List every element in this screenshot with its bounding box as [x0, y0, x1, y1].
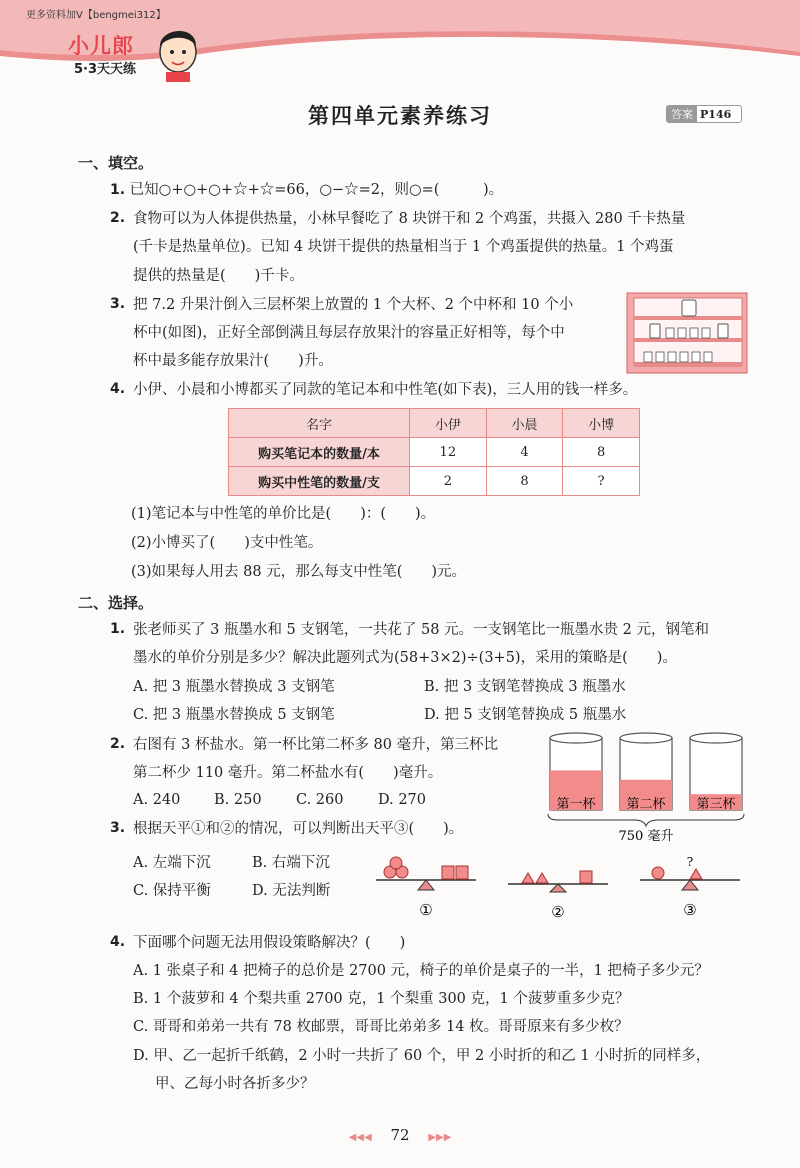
option-c: C. 把 3 瓶墨水替换成 5 支钢笔	[133, 707, 335, 723]
question-mark: ?	[686, 855, 694, 869]
option-a: A. 240	[133, 792, 181, 808]
sub-question-3: (3)如果每人用去 88 元，那么每支中性笔( )元。	[131, 564, 467, 580]
option-d: D. 270	[378, 792, 427, 808]
cup-shelf-illustration	[626, 292, 748, 374]
option-d: D. 无法判断	[252, 883, 331, 899]
balance-label: ①	[419, 901, 433, 919]
option-b: B. 1 个菠萝和 4 个梨共重 2700 克，1 个梨重 300 克，1 个菠萝重多少克？	[133, 991, 630, 1007]
logo-subtitle: 5·3天天练	[74, 62, 137, 77]
row-label: 购买笔记本的数量/本	[229, 438, 410, 467]
right-arrows-icon: ▶▶▶	[428, 1132, 452, 1143]
total-volume-label: 750 毫升	[618, 829, 674, 844]
table-cell: 8	[563, 438, 640, 467]
table-header-cell: 名字	[229, 409, 410, 438]
question-2-1-number: 1.	[110, 621, 126, 637]
question-1-4-number: 4.	[110, 381, 126, 397]
option-d: D. 把 5 支钢笔替换成 5 瓶墨水	[424, 707, 627, 723]
question-2-4-text: 下面哪个问题无法用假设策略解决？( )	[133, 935, 406, 951]
option-a: A. 把 3 瓶墨水替换成 3 支钢笔	[133, 679, 335, 695]
option-c: C. 260	[296, 792, 344, 808]
sub-question-2: (2)小博买了( )支中性笔。	[131, 535, 323, 551]
answer-reference-tag	[666, 105, 742, 123]
option-d: D. 甲、乙一起折千纸鹤，2 小时一共折了 60 个，甲 2 小时折的和乙 1 小时折的同样多，	[133, 1048, 711, 1064]
cup-label: 第二杯	[626, 797, 666, 812]
question-1-3-line-2: 杯中(如图)，正好全部倒满且每层存放果汁的容量正好相等，每个中	[133, 325, 565, 341]
question-1-2-line-1: 食物可以为人体提供热量，小林早餐吃了 8 块饼干和 2 个鸡蛋，共摄入 280 千卡热量	[133, 211, 686, 227]
balance-label: ②	[551, 903, 565, 921]
mascot-boy-illustration	[150, 18, 206, 82]
balance-1	[376, 857, 476, 919]
option-b: B. 250	[214, 792, 262, 808]
question-2-3-text: 根据天平①和②的情况，可以判断出天平③( )。	[133, 821, 464, 837]
table-row	[229, 467, 640, 496]
table-header-row	[229, 409, 640, 438]
question-1-2-line-2: (千卡是热量单位)。已知 4 块饼干提供的热量相当于 1 个鸡蛋提供的热量。1 个鸡蛋	[133, 239, 674, 255]
question-2-2-line-2: 第二杯少 110 毫升。第二杯盐水有( )毫升。	[133, 765, 443, 781]
question-1-2-number: 2.	[110, 210, 126, 226]
table-header-cell: 小博	[563, 409, 640, 438]
answer-page: P146	[700, 107, 732, 121]
top-note: 更多资料加V【bengmei312】	[26, 10, 166, 21]
option-b: B. 把 3 支钢笔替换成 3 瓶墨水	[424, 679, 626, 695]
question-2-2-line-1: 右图有 3 杯盐水。第一杯比第二杯多 80 毫升，第三杯比	[133, 737, 499, 753]
page-title: 第四单元素养练习	[308, 104, 492, 128]
question-2-3-number: 3.	[110, 820, 126, 836]
option-a: A. 左端下沉	[133, 855, 211, 871]
logo-title: 小儿郎	[68, 34, 134, 58]
option-c: C. 哥哥和弟弟一共有 78 枚邮票，哥哥比弟弟多 14 枚。哥哥原来有多少枚？	[133, 1019, 629, 1035]
question-2-1-line-2: 墨水的单价分别是多少？解决此题列式为(58+3×2)÷(3+5)，采用的策略是( )。	[133, 650, 677, 666]
question-1-4-text: 小伊、小晨和小博都买了同款的笔记本和中性笔(如下表)，三人用的钱一样多。	[133, 382, 638, 398]
table-cell: 2	[410, 467, 487, 496]
table-header-cell: 小晨	[486, 409, 563, 438]
question-1-2-line-3: 提供的热量是( )千卡。	[133, 268, 304, 284]
question-2-1-line-1: 张老师买了 3 瓶墨水和 5 支钢笔，一共花了 58 元。一支钢笔比一瓶墨水贵 2 元，钢笔和	[133, 622, 709, 638]
salt-water-cups-illustration	[544, 728, 748, 844]
page-number: 72	[390, 1126, 410, 1144]
table-cell: 8	[486, 467, 563, 496]
purchase-table	[228, 408, 640, 496]
page-footer	[0, 1126, 800, 1144]
answer-label: 答案	[667, 106, 697, 122]
question-1-3-line-1: 把 7.2 升果汁倒入三层杯架上放置的 1 个大杯、2 个中杯和 10 个小	[133, 297, 574, 313]
table-cell: 12	[410, 438, 487, 467]
balance-scales-illustration	[372, 852, 752, 922]
cup-label: 第一杯	[556, 797, 596, 812]
question-1-3-number: 3.	[110, 296, 126, 312]
cup-label: 第三杯	[696, 797, 736, 812]
section-heading-choice: 二、选择。	[78, 594, 154, 612]
question-2-4-number: 4.	[110, 934, 126, 950]
option-a: A. 1 张桌子和 4 把椅子的总价是 2700 元，椅子的单价是桌子的一半，1 把椅子多少元？	[133, 963, 709, 979]
balance-label: ③	[683, 901, 697, 919]
question-1-1	[110, 180, 503, 200]
sub-question-1: (1)笔记本与中性笔的单价比是( )：( )。	[131, 506, 436, 522]
question-2-2-number: 2.	[110, 736, 126, 752]
table-cell: ?	[563, 467, 640, 496]
balance-2	[508, 871, 608, 921]
option-c: C. 保持平衡	[133, 883, 211, 899]
option-d-continued: 甲、乙每小时各折多少？	[155, 1076, 315, 1092]
option-b: B. 右端下沉	[252, 855, 330, 871]
table-row	[229, 438, 640, 467]
question-text: 已知○+○+○+☆+☆=66，○−☆=2，则○=( )。	[129, 182, 504, 198]
balance-3	[640, 855, 740, 919]
table-header-cell: 小伊	[410, 409, 487, 438]
row-label: 购买中性笔的数量/支	[229, 467, 410, 496]
question-1-3-line-3: 杯中最多能存放果汁( )升。	[133, 353, 333, 369]
table-cell: 4	[486, 438, 563, 467]
question-number: 1.	[110, 182, 126, 198]
left-arrows-icon: ◀◀◀	[348, 1132, 372, 1143]
section-heading-fill: 一、填空。	[78, 154, 154, 172]
